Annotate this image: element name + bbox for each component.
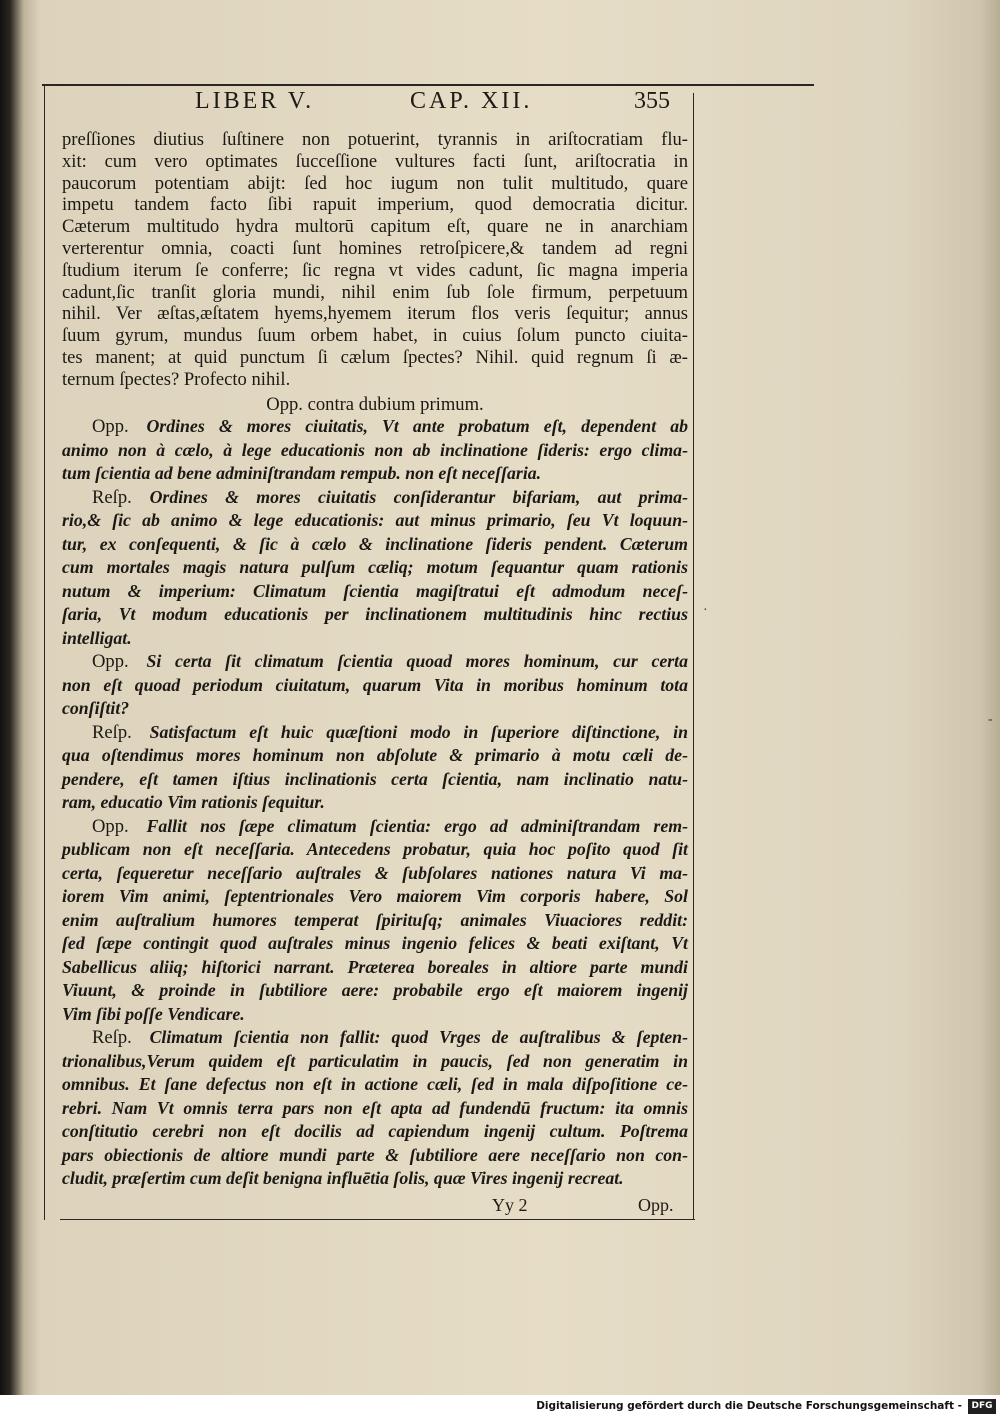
disputation-text: enim auſtralium humores temperat ſpirituſq; animales Viuaciores reddit: <box>62 909 688 930</box>
disputation-text: Ordines & mores ciuitatis, Vt ante probatum eſt, dependent ab <box>146 416 688 437</box>
disputation-label: Opp. <box>92 416 129 438</box>
disputation-line <box>62 650 688 674</box>
disputation-line <box>62 674 688 698</box>
disputation-text: tur, ex conſequenti, & ſic à cælo & inclinatione ſideris pendent. Cæterum <box>62 533 688 554</box>
disputation-line <box>62 697 688 721</box>
catchword: Opp. <box>638 1195 674 1215</box>
disputation-line <box>62 909 688 933</box>
disputation-line <box>62 1120 688 1144</box>
disputation-line <box>62 1097 688 1121</box>
disputation-line <box>62 580 688 604</box>
text-line: ſuum gyrum, mundus ſuum orbem habet, in cuius ſolum puncto ciuita- <box>62 325 688 347</box>
signature-mark: Yy 2 <box>492 1195 528 1215</box>
disputation-text: ſed ſæpe contingit quod auſtrales minus ingenio felices & beati exiſtant, Vt <box>62 933 688 954</box>
text-body <box>62 129 688 1191</box>
disputation-text: cludit, præſertim cum deſit benigna influētia ſolis, quæ Vires ingenij recreat. <box>62 1168 624 1189</box>
disputation-text: iorem Vim animi, ſeptentrionales Vero maiorem Vim corporis habere, Sol <box>62 886 688 907</box>
disputation-label: Reſp. <box>92 486 132 508</box>
disputation-text: nutum & imperium: Climatum ſcientia magiſtratui eſt admodum neceſ- <box>62 580 688 601</box>
disputation-line <box>62 1144 688 1168</box>
disputation-line <box>62 1026 688 1050</box>
disputation-text: publicam non eſt neceſſaria. Antecedens probatur, quia hoc poſito quod ſit <box>62 839 688 860</box>
right-margin-rule <box>693 93 694 1219</box>
running-title-chapter: CAP. XII. <box>410 88 533 114</box>
disputation-text: Satisfactum eſt huic quæſtioni modo in ſuperiore diſtinctione, in <box>149 721 688 742</box>
text-line: tes manent; at quid punctum ſi cælum ſpectes? Nihil. quid regnum ſi æ- <box>62 346 688 368</box>
funding-notice: Digitalisierung gefördert durch die Deutsche Forschungsgemeinschaft - <box>536 1400 962 1412</box>
disputation-label: Opp. <box>92 651 129 673</box>
disputation-line <box>62 1003 688 1027</box>
disputation-text: conſtitutio cerebri non eſt docilis ad capiendum ingenij cultum. Poſtrema <box>62 1121 688 1142</box>
text-line: Cæterum multitudo hydra multorū capitum eſt, quare ne in anarchiam <box>62 216 688 238</box>
disputation-line <box>62 791 688 815</box>
disputation-line <box>62 932 688 956</box>
text-line: nihil. Ver æſtas,æſtatem hyems,hyemem iterum flos veris ſequitur; annus <box>62 303 688 325</box>
disputation-text: Climatum ſcientia non fallit: quod Vrges de auſtralibus & ſepten- <box>149 1027 688 1048</box>
disputation-text: intelligat. <box>62 627 132 648</box>
disputation-text: omnibus. Et ſane defectus non eſt in actione cæli, ſed in mala diſpoſitione ce- <box>62 1074 688 1095</box>
disputation-text: qua oſtendimus mores hominum non abſolute & primario à motu cæli de- <box>62 745 688 766</box>
disputation-line <box>62 885 688 909</box>
text-line: preſſiones diutius ſuſtinere non potuerint, tyrannis in ariſtocratiam flu- <box>62 129 688 150</box>
disputation-line <box>62 838 688 862</box>
disputation-line <box>62 627 688 651</box>
dfg-logo: DFG <box>968 1399 996 1414</box>
disputation-text: Viuunt, & proinde in ſubtiliore aere: probabile ergo eſt maiorem ingenij <box>62 980 688 1001</box>
page-number: 355 <box>634 88 670 114</box>
disputation-text: Fallit nos ſæpe climatum ſcientia: ergo ad adminiſtrandam rem- <box>146 815 688 836</box>
text-line: impetu tandem facto ſibi rapuit imperium, quod democratia dicitur. <box>62 194 688 216</box>
bottom-rule <box>60 1219 695 1220</box>
disputation-text: rio,& ſic ab animo & lege educationis: aut minus primario, ſeu Vt loquun- <box>62 510 688 531</box>
disputation-line <box>62 1167 688 1191</box>
text-line: ſtudium iterum ſe conferre; ſic regna vt vides cadunt, ſic magna imperia <box>62 259 688 281</box>
disputation-line <box>62 533 688 557</box>
disputation-text: Sabellicus aliiq; hiſtorici narrant. Præterea boreales in altiore parte mundi <box>62 956 688 977</box>
disputation-text: cum mortales magis natura pulſum cæliq; motum ſequantur quam rationis <box>62 557 688 578</box>
footer-bar <box>0 1395 1000 1419</box>
disputation-line <box>62 721 688 745</box>
disputation-line <box>62 956 688 980</box>
margin-dot: - <box>988 712 993 727</box>
text-line: xit: cum vero optimates ſucceſſione vultures facti ſunt, ariſtocratia in <box>62 150 688 172</box>
margin-dot: · <box>703 603 708 618</box>
left-margin-rule <box>44 86 45 1220</box>
disputation-text: conſiſtit? <box>62 698 130 719</box>
disputation-text: tum ſcientia ad bene adminiſtrandam rempub. non eſt neceſſaria. <box>62 463 542 484</box>
disputation-line <box>62 462 688 486</box>
disputation-line <box>62 862 688 886</box>
disputation-line <box>62 556 688 580</box>
disputation-text: Vim ſibi poſſe Vendicare. <box>62 1003 245 1024</box>
disputation-line <box>62 815 688 839</box>
running-title-book: LIBER V. <box>195 88 315 114</box>
disputation-text: ram, educatio Vim rationis ſequitur. <box>62 792 325 813</box>
disputation-text: Ordines & mores ciuitatis conſiderantur bifariam, aut prima- <box>149 486 688 507</box>
text-line: ternum ſpectes? Profecto nihil. <box>62 368 291 390</box>
disputation-line <box>62 744 688 768</box>
disputation-label: Reſp. <box>92 1027 132 1049</box>
disputation-text: rebri. Nam Vt omnis terra pars non eſt apta ad fundendū fructum: ita omnis <box>62 1097 688 1118</box>
disputation-line <box>62 768 688 792</box>
disputation-line <box>62 1050 688 1074</box>
disputation-label: Opp. <box>92 815 129 837</box>
disputation-line <box>62 486 688 510</box>
disputation-text: pars obiectionis de altiore mundi parte & ſubtiliore aere neceſſario non con- <box>62 1144 688 1165</box>
disputation-line <box>62 1073 688 1097</box>
section-heading: Opp. contra dubium primum. <box>266 393 484 415</box>
disputation-line <box>62 439 688 463</box>
text-line: paucorum potentiam abijt: ſed hoc iugum non tulit multitudo, quare <box>62 172 688 194</box>
disputation-line <box>62 979 688 1003</box>
disputation-line <box>62 415 688 439</box>
disputation-line <box>62 509 688 533</box>
text-line: verterentur omnia, coacti ſunt homines retroſpicere,& tandem ad regni <box>62 237 688 259</box>
disputation-label: Reſp. <box>92 721 132 743</box>
disputation-text: Si certa ſit climatum ſcientia quoad mores hominum, cur certa <box>146 651 688 672</box>
disputation-text: animo non à cælo, à lege educationis non ab inclinatione ſideris: ergo clima- <box>62 439 688 460</box>
disputation-text: pendere, eſt tamen iſtius inclinationis certa ſcientia, nam inclinatio natu- <box>62 768 688 789</box>
disputation-text: non eſt quoad periodum ciuitatum, quarum Vita in moribus hominum tota <box>62 674 688 695</box>
text-line: cadunt,ſic tranſit gloria mundi, nihil enim ſub ſole firmum, perpetuum <box>62 281 688 303</box>
disputation-text: ſaria, Vt modum educationis per inclinationem multitudinis hinc rectius <box>62 604 688 625</box>
disputation-text: trionalibus,Verum quidem eſt particulatim in paucis, ſed non generatim in <box>62 1050 688 1071</box>
top-rule <box>42 84 814 86</box>
disputation-line <box>62 603 688 627</box>
disputation-text: certa, ſequeretur neceſſario auſtrales & ſubſolares nationes natura Vi ma- <box>62 862 688 883</box>
